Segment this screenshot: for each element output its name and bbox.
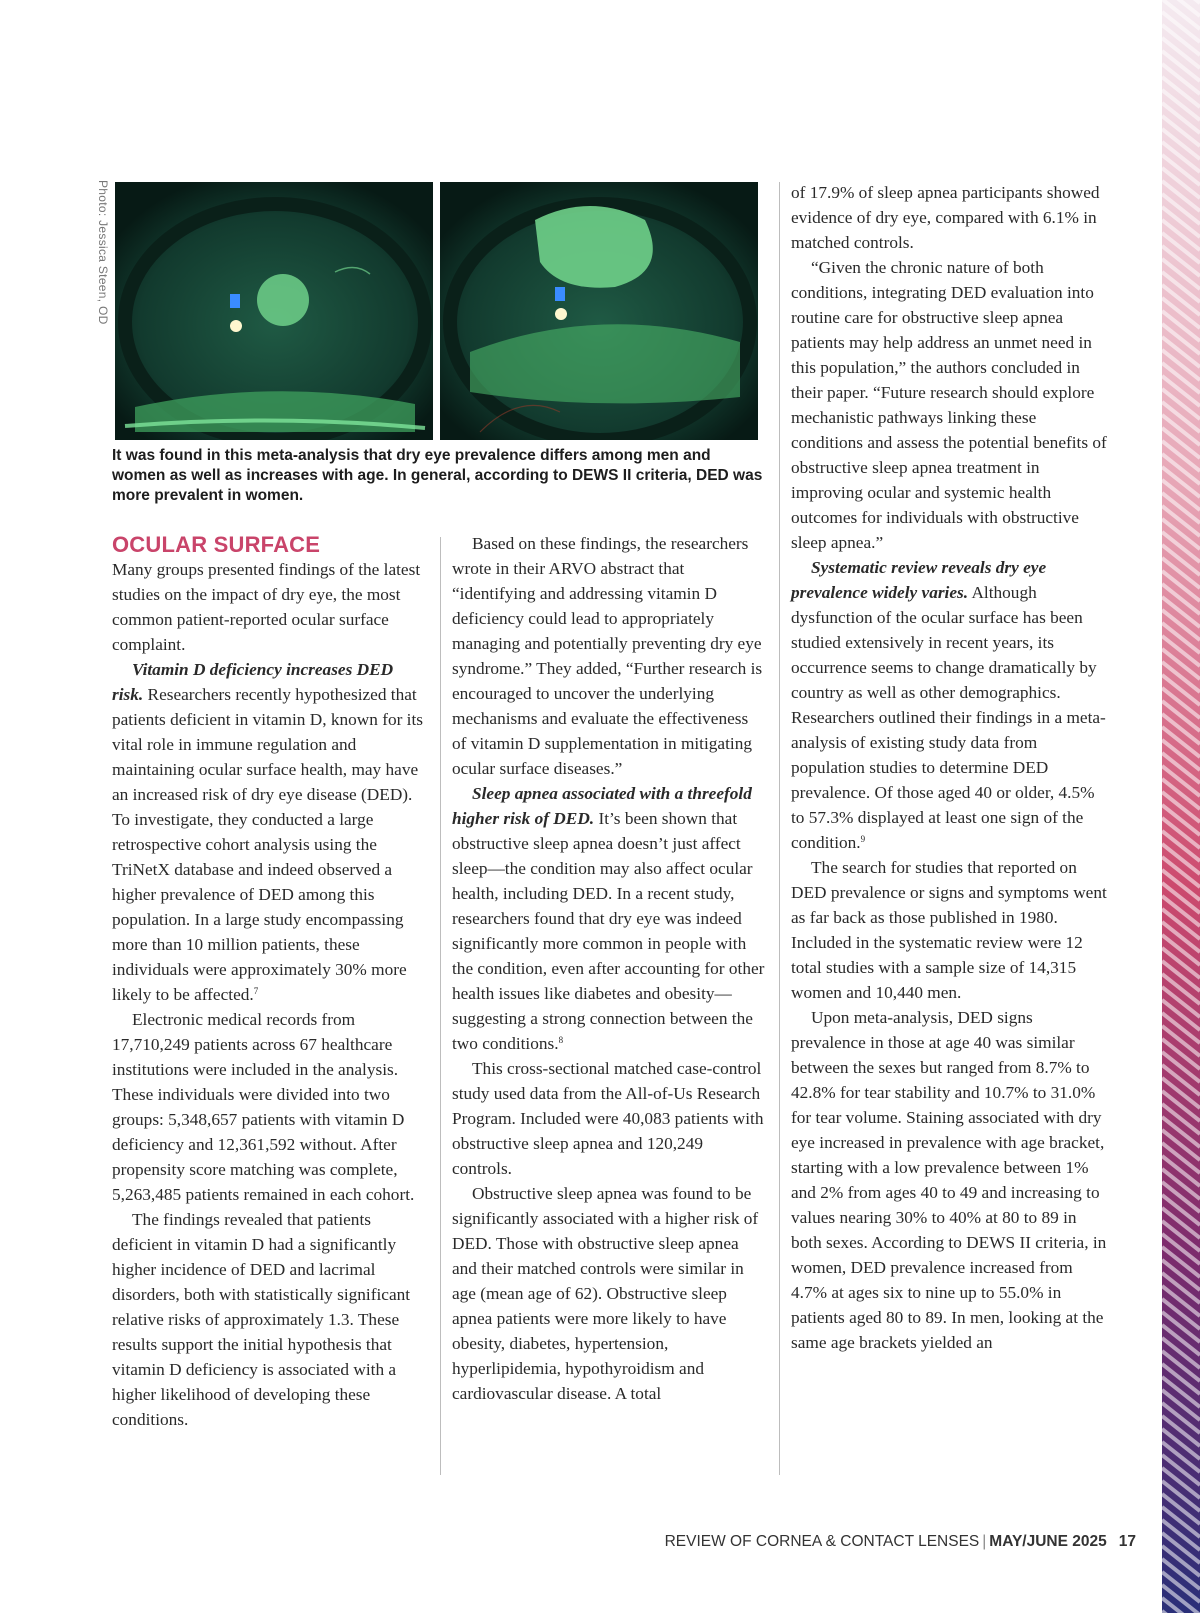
publication-name: REVIEW OF CORNEA & CONTACT LENSES xyxy=(664,1533,980,1550)
page-number: 17 xyxy=(1118,1533,1136,1550)
figure-caption: It was found in this meta-analysis that dry eye prevalence differs among men and women as well as increases with age. In general, according to DEWS II criteria, DED was more prevalent in women. xyxy=(112,447,763,504)
reference-marker: 8 xyxy=(558,1035,564,1045)
stripe-pattern xyxy=(1162,0,1200,1613)
eye-photo-left xyxy=(115,182,433,440)
run-in-heading: Systematic review reveals dry eye prevalence widely varies. xyxy=(791,558,1047,602)
column-rule-1 xyxy=(440,537,441,1475)
paragraph xyxy=(791,555,1109,855)
issue-date: MAY/JUNE 2025 xyxy=(989,1533,1107,1550)
photo-credit: Photo: Jessica Steen, OD xyxy=(96,180,110,325)
paragraph-text: Researchers recently hypothesized that patients deficient in vitamin D, known for its vital role in immune regulation and maintaining ocular surface health, may have an increased risk of dry eye disease (DED). To investigate, they conducted a large retrospective cohort analysis using the TriNetX database and indeed observed a higher prevalence of DED among this population. In a large study encompassing more than 10 million patients, these individuals were approximately 30% more likely to be affected. xyxy=(112,685,424,1004)
run-in-heading: Sleep apnea associated with a threefold higher risk of DED. xyxy=(452,784,752,828)
paragraph: This cross-sectional matched case-control study used data from the All-of-Us Research Program. Included were 40,083 patients with obstructive sleep apnea and 120,249 controls. xyxy=(452,1059,764,1178)
decorative-stripe-band xyxy=(1162,0,1200,1613)
paragraph: Many groups presented findings of the latest studies on the impact of dry eye, the most common patient-reported ocular surface complaint. xyxy=(112,560,421,654)
article-column-1 xyxy=(112,531,424,1432)
paragraph-text: Although dysfunction of the ocular surface has been studied extensively in recent years, its occurrence seems to change dramatically by country as well as other demographics. Researchers outlined their findings in a meta-analysis of existing study data from population studies to determine DED prevalence. Of those aged 40 or older, 4.5% to 57.3% displayed at least one sign of the condition. xyxy=(791,583,1106,852)
reference-marker: 7 xyxy=(253,986,259,996)
reference-marker: 9 xyxy=(860,834,866,844)
paragraph: The search for studies that reported on DED prevalence or signs and symptoms went as far back as those published in 1980. Included in the systematic review were 12 total studies with a sample size of 14,315 women and 10,440 men. xyxy=(791,858,1107,1002)
column-rule-2 xyxy=(779,182,780,1475)
article-column-2 xyxy=(452,531,765,1406)
footer-separator: | xyxy=(982,1533,987,1550)
paragraph xyxy=(452,781,765,1056)
page-footer xyxy=(665,1533,1136,1551)
paragraph: Upon meta-analysis, DED signs prevalence in those at age 40 was similar between the sexes but ranged from 8.7% to 42.8% for tear stability and 10.7% to 31.0% for tear volume. Staining associated with dry eye increased in prevalence with age bracket, starting with a low prevalence between 1% and 2% from ages 40 to 49 and increasing to values nearing 30% to 40% at 80 to 89 in both sexes. According to DEWS II criteria, in women, DED prevalence increased from 4.7% at ages six to nine up to 55.0% in patients aged 80 to 89. In men, looking at the same age brackets yielded an xyxy=(791,1008,1107,1352)
paragraph: “Given the chronic nature of both conditions, integrating DED evaluation into routine care for obstructive sleep apnea patients may help address an unmet need in this population,” the authors concluded in their paper. “Future research should explore mechanistic pathways linking these conditions and assess the potential benefits of obstructive sleep apnea treatment in improving ocular and systemic health outcomes for individuals with obstructive sleep apnea.” xyxy=(791,258,1107,552)
paragraph: Electronic medical records from 17,710,249 patients across 67 healthcare institutions were included in the analysis. These individuals were divided into two groups: 5,348,657 patients with vitamin D deficiency and 12,361,592 without. After propensity score matching was complete, 5,263,485 patients remained in each cohort. xyxy=(112,1010,415,1204)
paragraph: The findings revealed that patients deficient in vitamin D had a significantly higher incidence of DED and lacrimal disorders, both with statistically significant relative risks of approximately 1.3. These results support the initial hypothesis that vitamin D deficiency is associated with a higher likelihood of developing these conditions. xyxy=(112,1210,411,1429)
run-in-heading: Vitamin D deficiency increases DED risk. xyxy=(112,660,394,704)
article-column-3 xyxy=(791,180,1109,1355)
paragraph: of 17.9% of sleep apnea participants showed evidence of dry eye, compared with 6.1% in matched controls. xyxy=(791,183,1100,252)
paragraph-text: It’s been shown that obstructive sleep apnea doesn’t just affect sleep—the condition may also affect ocular health, including DED. In a recent study, researchers found that dry eye was indeed significantly more common in people with the condition, even after accounting for other health issues like diabetes and obesity—suggesting a strong connection between the two conditions. xyxy=(452,809,765,1053)
paragraph xyxy=(112,657,424,1007)
paragraph: Based on these findings, the researchers wrote in their ARVO abstract that “identifying and addressing vitamin D deficiency could lead to appropriately managing and potentially preventing dry eye syndrome.” They added, “Further research is encouraged to uncover the underlying mechanisms and evaluate the effectiveness of vitamin D supplementation in mitigating ocular surface diseases.” xyxy=(452,534,763,778)
section-heading: OCULAR SURFACE xyxy=(112,532,321,557)
paragraph: Obstructive sleep apnea was found to be significantly associated with a higher risk of DED. Those with obstructive sleep apnea and their matched controls were similar in age (mean age of 62). Obstructive sleep apnea patients were more likely to have obesity, diabetes, hypertension, hyperlipidemia, hypothyroidism and cardiovascular disease. A total xyxy=(452,1184,759,1403)
eye-photo-right xyxy=(440,182,758,440)
